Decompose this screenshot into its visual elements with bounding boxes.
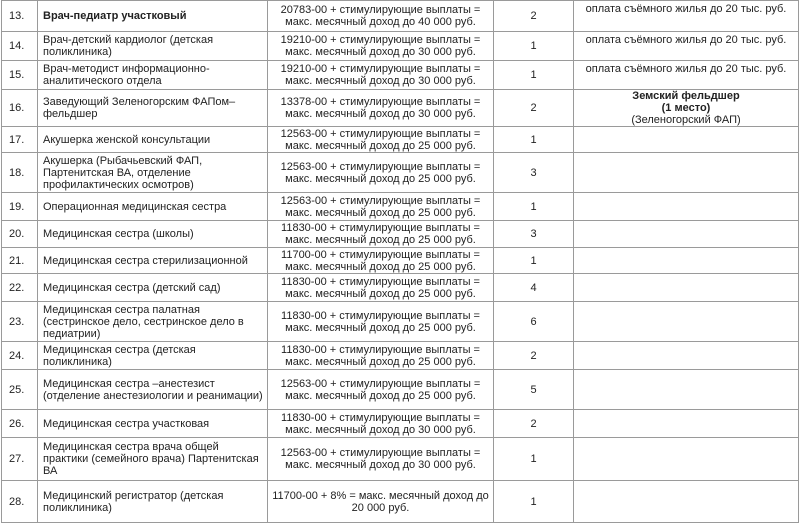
salary-line-2: макс. месячный доход до 25 000 руб. — [285, 260, 476, 273]
position-name: Медицинская сестра (школы) — [38, 221, 268, 248]
salary-line-2: макс. месячный доход до 30 000 руб. — [285, 46, 476, 58]
table-row — [2, 342, 799, 370]
benefits-note: оплата съёмного жилья до 20 тыс. руб. — [574, 1, 799, 32]
vacancy-count: 6 — [494, 302, 574, 342]
row-number: 15. — [2, 61, 38, 90]
row-number: 24. — [2, 342, 38, 370]
salary-line-2: макс. месячный доход до 25 000 руб. — [285, 389, 476, 402]
row-number: 19. — [2, 193, 38, 221]
salary-cell — [268, 153, 494, 193]
row-number: 23. — [2, 302, 38, 342]
vacancy-count: 2 — [494, 342, 574, 370]
salary-line-2: макс. месячный доход до 25 000 руб. — [285, 287, 476, 300]
position-name: Операционная медицинская сестра — [38, 193, 268, 221]
position-name: Врач-детский кардиолог (детская поликлиника) — [38, 32, 268, 61]
salary-line-2: макс. месячный доход до 30 000 руб. — [285, 108, 476, 120]
vacancy-count: 5 — [494, 370, 574, 410]
vacancy-count: 1 — [494, 61, 574, 90]
table-row — [2, 410, 799, 438]
note-subtitle: (Зеленогорский ФАП) — [631, 114, 741, 126]
salary-cell — [268, 481, 494, 523]
position-name: Акушерка (Рыбачьевский ФАП, Партенитская ВА, отделение профилактических осмотров) — [38, 153, 268, 193]
salary-line-1: 12563-00 + стимулирующие выплаты = — [280, 127, 481, 140]
vacancy-count: 4 — [494, 274, 574, 302]
salary-line-2: макс. месячный доход до 30 000 руб. — [285, 459, 476, 471]
table-row — [2, 370, 799, 410]
salary-cell — [268, 221, 494, 248]
table-row — [2, 90, 799, 127]
table-row — [2, 1, 799, 32]
table-row — [2, 438, 799, 481]
row-number: 20. — [2, 221, 38, 248]
row-number: 16. — [2, 90, 38, 127]
benefits-note — [574, 153, 799, 193]
salary-line-1: 11700-00 + стимулирующие выплаты = — [281, 248, 480, 261]
vacancy-count: 1 — [494, 438, 574, 481]
salary-line-2: макс. месячный доход до 40 000 руб. — [285, 16, 476, 28]
vacancy-count: 1 — [494, 481, 574, 523]
row-number: 25. — [2, 370, 38, 410]
benefits-note — [574, 221, 799, 248]
salary-line-2: макс. месячный доход до 30 000 руб. — [285, 75, 476, 87]
vacancy-count: 2 — [494, 1, 574, 32]
vacancy-count: 2 — [494, 410, 574, 438]
salary-line-1: 12563-00 + стимулирующие выплаты = — [280, 194, 481, 207]
row-number: 27. — [2, 438, 38, 481]
salary-cell — [268, 438, 494, 481]
salary-line-1: 20783-00 + стимулирующие выплаты = — [280, 4, 481, 16]
table-row — [2, 153, 799, 193]
salary-cell — [268, 410, 494, 438]
note-title: Земский фельдшер — [632, 90, 740, 102]
vacancy-count: 1 — [494, 32, 574, 61]
salary-cell — [268, 32, 494, 61]
salary-line-1: 12563-00 + стимулирующие выплаты = — [280, 447, 481, 459]
row-number: 21. — [2, 248, 38, 274]
salary-line-2: 20 000 руб. — [351, 501, 410, 514]
position-name: Акушерка женской консультации — [38, 127, 268, 153]
benefits-note — [574, 438, 799, 481]
table-row — [2, 221, 799, 248]
vacancies-table — [1, 0, 799, 523]
table-row — [2, 302, 799, 342]
position-name: Медицинский регистратор (детская поликлиника) — [38, 481, 268, 523]
benefits-note — [574, 90, 799, 127]
salary-line-1: 19210-00 + стимулирующие выплаты = — [280, 63, 481, 75]
salary-line-2: макс. месячный доход до 25 000 руб. — [285, 355, 476, 368]
table-row — [2, 61, 799, 90]
salary-line-1: 13378-00 + стимулирующие выплаты = — [280, 96, 481, 108]
salary-line-2: макс. месячный доход до 25 000 руб. — [285, 206, 476, 219]
benefits-note — [574, 193, 799, 221]
salary-line-1: 19210-00 + стимулирующие выплаты = — [280, 34, 481, 46]
salary-line-2: макс. месячный доход до 30 000 руб. — [285, 423, 476, 436]
salary-cell — [268, 248, 494, 274]
benefits-note — [574, 370, 799, 410]
salary-line-1: 11830-00 + стимулирующие выплаты = — [281, 222, 480, 234]
benefits-note — [574, 274, 799, 302]
salary-line-1: 11830-00 + стимулирующие выплаты = — [281, 309, 480, 322]
benefits-note — [574, 248, 799, 274]
table-row — [2, 248, 799, 274]
table-row — [2, 481, 799, 523]
salary-cell — [268, 90, 494, 127]
position-name: Медицинская сестра участковая — [38, 410, 268, 438]
note-title-places: (1 место) — [661, 102, 711, 114]
salary-cell — [268, 274, 494, 302]
position-name: Медицинская сестра –анестезист (отделение анестезиологии и реанимации) — [38, 370, 268, 410]
vacancy-count: 1 — [494, 127, 574, 153]
salary-line-1: 11830-00 + стимулирующие выплаты = — [281, 343, 480, 356]
benefits-note — [574, 127, 799, 153]
salary-cell — [268, 302, 494, 342]
salary-cell — [268, 127, 494, 153]
row-number: 22. — [2, 274, 38, 302]
table-row — [2, 127, 799, 153]
row-number: 17. — [2, 127, 38, 153]
salary-line-2: макс. месячный доход до 25 000 руб. — [285, 321, 476, 334]
benefits-note: оплата съёмного жилья до 20 тыс. руб. — [574, 32, 799, 61]
position-name: Заведующий Зеленогорским ФАПом–фельдшер — [38, 90, 268, 127]
salary-line-1: 12563-00 + стимулирующие выплаты = — [280, 160, 481, 173]
row-number: 28. — [2, 481, 38, 523]
vacancy-count: 2 — [494, 90, 574, 127]
vacancy-count: 1 — [494, 248, 574, 274]
position-name: Медицинская сестра (детский сад) — [38, 274, 268, 302]
position-name: Медицинская сестра (детская поликлиника) — [38, 342, 268, 370]
benefits-note — [574, 342, 799, 370]
salary-cell — [268, 1, 494, 32]
position-name: Медицинская сестра палатная (сестринское дело, сестринское дело в педиатрии) — [38, 302, 268, 342]
row-number: 26. — [2, 410, 38, 438]
salary-line-2: макс. месячный доход до 25 000 руб. — [285, 172, 476, 185]
position-name: Медицинская сестра врача общей практики (семейного врача) Партенитская ВА — [38, 438, 268, 481]
table-row — [2, 274, 799, 302]
salary-line-2: макс. месячный доход до 25 000 руб. — [285, 234, 476, 246]
salary-cell — [268, 370, 494, 410]
salary-line-1: 11700-00 + 8% = макс. месячный доход до — [272, 489, 489, 502]
position-name: Медицинская сестра стерилизационной — [38, 248, 268, 274]
table-row — [2, 193, 799, 221]
salary-cell — [268, 61, 494, 90]
table-row — [2, 32, 799, 61]
salary-line-2: макс. месячный доход до 25 000 руб. — [285, 139, 476, 152]
vacancy-count: 3 — [494, 221, 574, 248]
vacancy-count: 3 — [494, 153, 574, 193]
row-number: 13. — [2, 1, 38, 32]
salary-line-1: 12563-00 + стимулирующие выплаты = — [280, 377, 481, 390]
row-number: 14. — [2, 32, 38, 61]
benefits-note — [574, 410, 799, 438]
benefits-note — [574, 302, 799, 342]
salary-cell — [268, 342, 494, 370]
benefits-note: оплата съёмного жилья до 20 тыс. руб. — [574, 61, 799, 90]
benefits-note — [574, 481, 799, 523]
vacancy-count: 1 — [494, 193, 574, 221]
salary-line-1: 11830-00 + стимулирующие выплаты = — [281, 411, 480, 424]
row-number: 18. — [2, 153, 38, 193]
salary-line-1: 11830-00 + стимулирующие выплаты = — [281, 275, 480, 288]
salary-cell — [268, 193, 494, 221]
position-name: Врач-педиатр участковый — [38, 1, 268, 32]
position-name: Врач-методист информационно-аналитического отдела — [38, 61, 268, 90]
